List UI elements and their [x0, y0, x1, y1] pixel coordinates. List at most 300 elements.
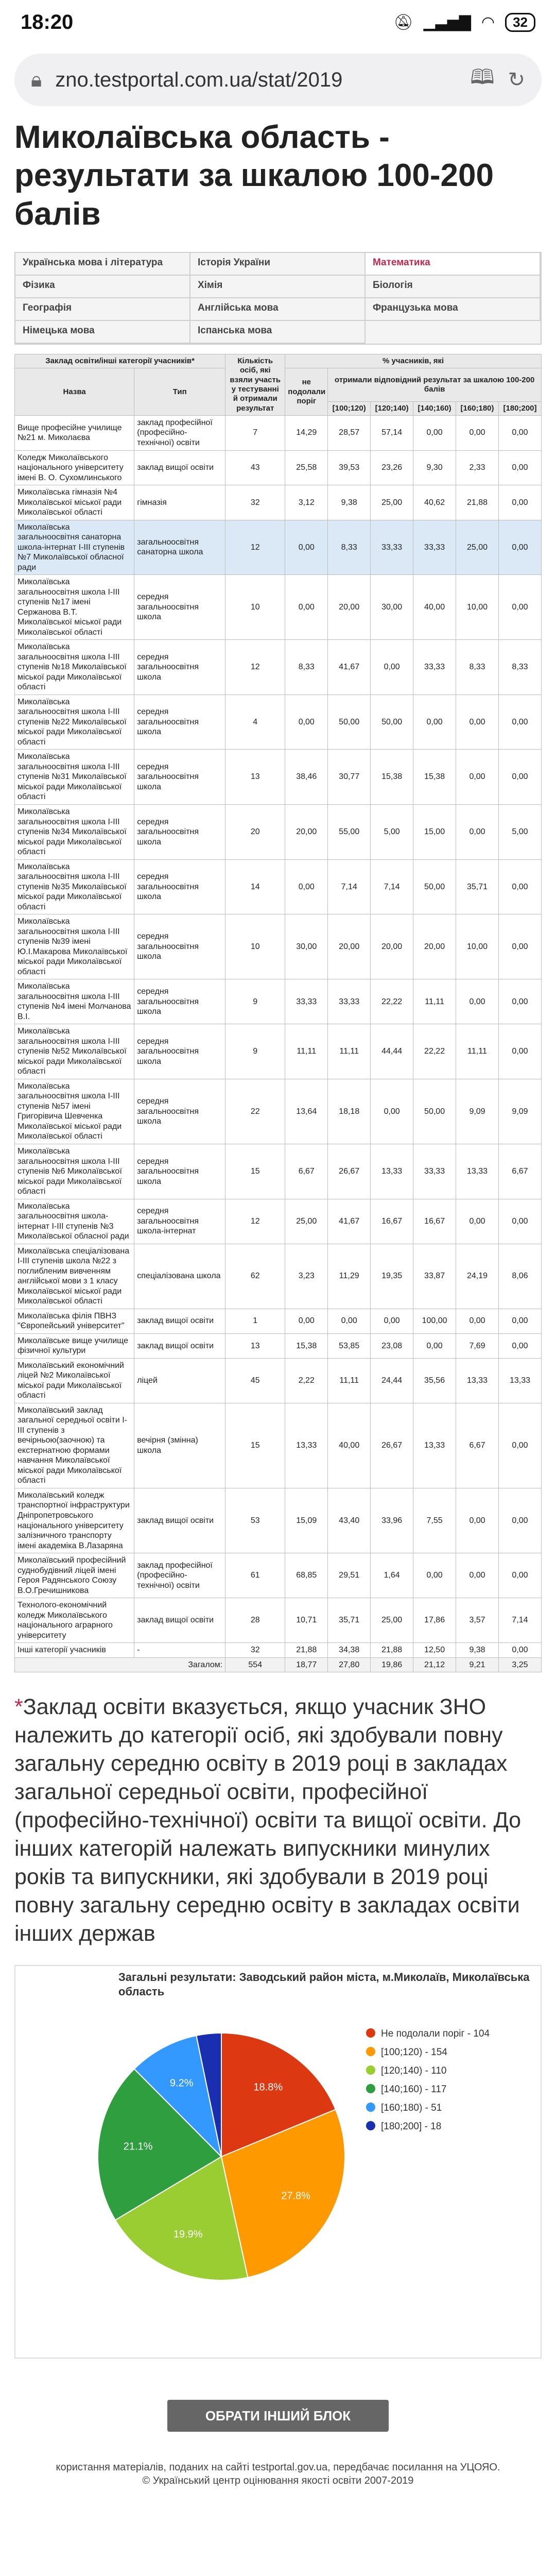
table-row: [15, 694, 542, 750]
cell-band-3: 0,00: [413, 1553, 456, 1598]
tab-subject[interactable]: Біологія: [366, 276, 541, 298]
cell-band-5: 0,00: [498, 415, 541, 450]
cell-band-4: 9,09: [456, 1079, 499, 1144]
cell-band-4: 7,69: [456, 1333, 499, 1358]
cell-band-3: 13,33: [413, 1403, 456, 1488]
table-row: [15, 1333, 542, 1358]
cell-band-1: 11,29: [328, 1244, 371, 1309]
cell-band-3: 100,00: [413, 1309, 456, 1333]
cell-band-4: 24,19: [456, 1244, 499, 1309]
cell-band-5: 0,00: [498, 450, 541, 485]
cell-name: Миколаївський заклад загальної середньої освіти І-ІІІ ступенів з вечірньою(заочною) та екстернатною формами навчання Миколаївської міської ради Миколаївської області: [15, 1403, 134, 1488]
table-row: [15, 1024, 542, 1079]
cell-band-2: 5,00: [371, 805, 413, 860]
legend-label[interactable]: [100;120) - 154: [381, 2046, 447, 2058]
cell-band-1: 29,51: [328, 1553, 371, 1598]
page-title: Миколаївська область - результати за шкалою 100-200 балів: [14, 120, 494, 232]
cell-type: середня загальноосвітня школа: [134, 750, 225, 805]
cell-fail: 68,85: [285, 1553, 328, 1598]
table-row: [15, 520, 542, 575]
cell-band-5: 0,00: [498, 859, 541, 914]
cell-band-2: 15,38: [371, 750, 413, 805]
cell-name: Миколаївська філія ПВНЗ "Європейський університет": [15, 1309, 134, 1333]
cell-band-2: 44,44: [371, 1024, 413, 1079]
cell-count: 61: [225, 1553, 285, 1598]
legend-swatch: [366, 2065, 375, 2075]
cell-band-4: 9,38: [456, 1643, 499, 1658]
cell-band-4: 6,67: [456, 1403, 499, 1488]
clock: 18:20: [21, 10, 74, 33]
cell-band-4: 8,33: [456, 640, 499, 695]
cell-fail: 30,00: [285, 914, 328, 979]
cell-fail: 21,88: [285, 1643, 328, 1658]
cell-name: Миколаївська загальноосвітня школа-інтернат І-ІІІ ступенів №3 Миколаївської обласної ради: [15, 1199, 134, 1244]
table-row: [15, 1199, 542, 1244]
table-row: [15, 485, 542, 520]
cell-band-2: 0,00: [371, 640, 413, 695]
cell-band-4: 0,00: [456, 1553, 499, 1598]
cell-band-2: 57,14: [371, 415, 413, 450]
cell-band-1: 26,67: [328, 1144, 371, 1199]
tab-subject[interactable]: Англійська мова: [190, 298, 366, 321]
cell-type: -: [134, 1643, 225, 1658]
footer-line-2: © Український центр оцінювання якості освіти 2007-2019: [142, 2475, 414, 2486]
cell-fail: 11,11: [285, 1024, 328, 1079]
cell-fail: 0,00: [285, 575, 328, 640]
cell-name: Миколаївське вище училище фізичної культури: [15, 1333, 134, 1358]
cell-band-4: 0,00: [456, 1199, 499, 1244]
cell-band-3: 40,00: [413, 575, 456, 640]
header-fail: не подолали поріг: [285, 368, 328, 415]
cell-fail: 6,67: [285, 1144, 328, 1199]
cell-type: загальноосвітня санаторна школа: [134, 520, 225, 575]
cell-name: Вище професійне училище №21 м. Миколаєва: [15, 415, 134, 450]
cell-band-1: 7,14: [328, 859, 371, 914]
pie-slice-label: 9.2%: [169, 2077, 194, 2089]
cell-fail: 10,71: [285, 1598, 328, 1643]
cell-name: Миколаївська загальноосвітня школа І-ІІІ ступенів №18 Миколаївської міської ради Миколаївської області: [15, 640, 134, 695]
cell-band-5: 0,00: [498, 979, 541, 1024]
cell-fail: 3,12: [285, 485, 328, 520]
pie-chart: [15, 2002, 541, 2352]
cell-band-1: 41,67: [328, 640, 371, 695]
header-band-5: [180;200]: [498, 401, 541, 415]
address-bar[interactable]: [14, 54, 542, 106]
status-bar: [0, 0, 556, 44]
cell-band-5: 0,00: [498, 1309, 541, 1333]
header-name: Назва: [15, 368, 134, 415]
cell-band-5: 5,00: [498, 805, 541, 860]
cell-name: Коледж Миколаївського національного університету імені В. О. Сухомлинського: [15, 450, 134, 485]
cell-band-2: 33,33: [371, 520, 413, 575]
cell-band-2: 21,88: [371, 1643, 413, 1658]
cell-fail: 2,22: [285, 1358, 328, 1403]
legend-label[interactable]: [140;160) - 117: [381, 2083, 447, 2095]
cell-type: спеціалізована школа: [134, 1244, 225, 1309]
legend-label[interactable]: Не подолали поріг - 104: [381, 2028, 490, 2039]
table-row: [15, 1358, 542, 1403]
footnote: [14, 1693, 542, 1948]
table-row: [15, 1079, 542, 1144]
cell-count: 14: [225, 859, 285, 914]
cell-band-2: 16,67: [371, 1199, 413, 1244]
cell-band-2: 25,00: [371, 485, 413, 520]
cell-band-5: 0,00: [498, 1199, 541, 1244]
footnote-star: *: [14, 1694, 23, 1720]
total-row: [15, 1657, 542, 1672]
table-row: [15, 914, 542, 979]
header-band-3: [140;160): [413, 401, 456, 415]
cell-band-3: 50,00: [413, 1079, 456, 1144]
cell-band-2: 20,00: [371, 914, 413, 979]
chart-panel: [14, 1965, 542, 2359]
cell-band-1: 9,38: [328, 485, 371, 520]
cell-band-2: 22,22: [371, 979, 413, 1024]
header-band-4: [160;180): [456, 401, 499, 415]
header-band-1: [100;120): [328, 401, 371, 415]
cell-type: середня загальноосвітня школа: [134, 979, 225, 1024]
cell-type: ліцей: [134, 1358, 225, 1403]
cell-fail: 8,33: [285, 640, 328, 695]
header-type: Тип: [134, 368, 225, 415]
cell-band-2: 0,00: [371, 1309, 413, 1333]
cell-band-5: 0,00: [498, 1553, 541, 1598]
table-row: [15, 415, 542, 450]
cell-band-1: 53,85: [328, 1333, 371, 1358]
reload-icon[interactable]: ↻: [508, 69, 525, 91]
cell-band-5: 8,06: [498, 1244, 541, 1309]
legend-swatch: [366, 2121, 375, 2130]
table-row: [15, 450, 542, 485]
results-table: [14, 354, 542, 1672]
cell-band-5: 0,00: [498, 1333, 541, 1358]
cell-band-2: 13,33: [371, 1144, 413, 1199]
cell-band-3: 15,00: [413, 805, 456, 860]
legend-swatch: [366, 2103, 375, 2112]
cell-band-1: 20,00: [328, 575, 371, 640]
cell-count: 12: [225, 640, 285, 695]
footer-line-1: користання матеріалів, поданих на сайті testportal.gov.ua, передбачає посилання на УЦОЯО.: [56, 2461, 500, 2473]
cell-band-2: 7,14: [371, 859, 413, 914]
cell-fail: 3,23: [285, 1244, 328, 1309]
cell-type: середня загальноосвітня школа: [134, 805, 225, 860]
cell-type: середня загальноосвітня школа-інтернат: [134, 1199, 225, 1244]
cell-band-4: 21,88: [456, 485, 499, 520]
cell-band-5: 0,00: [498, 1643, 541, 1658]
cell-band-4: 13,33: [456, 1358, 499, 1403]
tab-subject[interactable]: Німецька мова: [15, 321, 190, 344]
cell-band-1: 35,71: [328, 1598, 371, 1643]
cell-band-4: 2,33: [456, 450, 499, 485]
cell-band-2: 33,96: [371, 1488, 413, 1553]
cell-band-5: 0,00: [498, 575, 541, 640]
cell-count: 10: [225, 914, 285, 979]
cell-band-5: 9,09: [498, 1079, 541, 1144]
table-row: [15, 859, 542, 914]
cell-band-2: 26,67: [371, 1403, 413, 1488]
cell-band-3: 12,50: [413, 1643, 456, 1658]
cell-count: 22: [225, 1079, 285, 1144]
cell-type: середня загальноосвітня школа: [134, 640, 225, 695]
legend-label[interactable]: [160;180) - 51: [381, 2102, 442, 2113]
cell-type: заклад вищої освіти: [134, 450, 225, 485]
cell-name: Миколаївська загальноосвітня школа І-ІІІ ступенів №4 імені Молчанова В.І.: [15, 979, 134, 1024]
lock-icon[interactable]: 🔒︎: [31, 68, 42, 91]
total-band-3: 21,12: [413, 1657, 456, 1672]
cell-band-2: 19,35: [371, 1244, 413, 1309]
mute-icon: 🔕︎: [393, 13, 413, 31]
total-band-2: 19,86: [371, 1657, 413, 1672]
cell-name: Миколаївська загальноосвітня школа І-ІІІ ступенів №6 Миколаївської міської ради Миколаївської області: [15, 1144, 134, 1199]
cell-band-3: 20,00: [413, 914, 456, 979]
cell-band-5: 8,33: [498, 640, 541, 695]
cell-band-3: 16,67: [413, 1199, 456, 1244]
table-row: [15, 1144, 542, 1199]
subject-tabs: [14, 252, 542, 345]
results-table-wrap: [14, 354, 542, 1672]
cell-band-5: 0,00: [498, 1024, 541, 1079]
cell-type: середня загальноосвітня школа: [134, 575, 225, 640]
tab-subject[interactable]: Хімія: [190, 276, 366, 298]
cell-band-3: 17,86: [413, 1598, 456, 1643]
table-row: [15, 750, 542, 805]
cell-fail: 38,46: [285, 750, 328, 805]
total-band-1: 27,80: [328, 1657, 371, 1672]
cell-name: Технолого-економічний коледж Миколаївського національного аграрного університету: [15, 1598, 134, 1643]
tab-subject[interactable]: Іспанська мова: [190, 321, 366, 344]
cell-band-4: 0,00: [456, 694, 499, 750]
reader-mode-icon[interactable]: 🕮︎: [470, 66, 495, 89]
cell-band-4: 3,57: [456, 1598, 499, 1643]
tab-subject[interactable]: Математика: [366, 253, 541, 276]
total-band-4: 9,21: [456, 1657, 499, 1672]
table-row: [15, 1488, 542, 1553]
cell-band-1: 39,53: [328, 450, 371, 485]
cell-fail: 25,00: [285, 1199, 328, 1244]
wifi-icon: ◠: [481, 13, 495, 31]
cell-name: Миколаївський економічний ліцей №2 Миколаївської міської ради Миколаївської області: [15, 1358, 134, 1403]
cell-band-5: 7,14: [498, 1598, 541, 1643]
cell-count: 20: [225, 805, 285, 860]
header-got: отримали відповідний результат за шкалою 100-200 балів: [328, 368, 542, 401]
cell-name: Миколаївська загальноосвітня школа І-ІІІ ступенів №22 Миколаївської міської ради Миколаївської області: [15, 694, 134, 750]
legend-swatch: [366, 2047, 375, 2056]
cell-name: Миколаївська спеціалізована І-ІІІ ступенів школа №22 з поглибленим вивченням англійської мови з 1 класу Миколаївської міської ради Миколаївської області: [15, 1244, 134, 1309]
table-row: [15, 1309, 542, 1333]
cell-band-3: 33,33: [413, 1144, 456, 1199]
cell-band-5: 6,67: [498, 1144, 541, 1199]
cell-type: гімназія: [134, 485, 225, 520]
header-band-2: [120;140): [371, 401, 413, 415]
cell-count: 15: [225, 1403, 285, 1488]
tab-subject[interactable]: Французька мова: [366, 298, 541, 321]
cell-band-3: 15,38: [413, 750, 456, 805]
cell-band-4: 0,00: [456, 805, 499, 860]
cell-name: Миколаївська загальноосвітня санаторна школа-інтернат І-ІІІ ступенів №7 Миколаївської обласної ради: [15, 520, 134, 575]
footer: [0, 2461, 556, 2487]
cell-count: 45: [225, 1358, 285, 1403]
table-row: [15, 805, 542, 860]
cell-band-1: 33,33: [328, 979, 371, 1024]
cell-band-1: 50,00: [328, 694, 371, 750]
cell-fail: 25,58: [285, 450, 328, 485]
cell-count: 43: [225, 450, 285, 485]
cell-band-3: 22,22: [413, 1024, 456, 1079]
cell-band-2: 0,00: [371, 1079, 413, 1144]
cell-band-2: 23,08: [371, 1333, 413, 1358]
cell-band-1: 40,00: [328, 1403, 371, 1488]
cell-count: 4: [225, 694, 285, 750]
cell-count: 53: [225, 1488, 285, 1553]
legend-label[interactable]: [120;140) - 110: [381, 2065, 447, 2076]
tab-subject[interactable]: Історія України: [190, 253, 366, 276]
cell-band-5: 0,00: [498, 694, 541, 750]
pie-slice-label: 18.8%: [253, 2081, 283, 2093]
cell-band-3: 0,00: [413, 415, 456, 450]
pie-slice-label: 19.9%: [173, 2228, 203, 2240]
cell-name: Миколаївська загальноосвітня школа І-ІІІ ступенів №34 Миколаївської міської ради Миколаївської області: [15, 805, 134, 860]
cell-type: заклад вищої освіти: [134, 1488, 225, 1553]
total-count: 554: [225, 1657, 285, 1672]
cell-band-1: 30,77: [328, 750, 371, 805]
total-label: Загалом:: [15, 1657, 225, 1672]
cell-band-5: 0,00: [498, 1403, 541, 1488]
cell-band-4: 0,00: [456, 415, 499, 450]
cell-type: середня загальноосвітня школа: [134, 1144, 225, 1199]
cell-band-1: 34,38: [328, 1643, 371, 1658]
cell-type: заклад професійної (професійно-технічної) освіти: [134, 1553, 225, 1598]
cell-count: 15: [225, 1144, 285, 1199]
url-text[interactable]: zno.testportal.com.ua/stat/2019: [55, 68, 343, 91]
cell-fail: 14,29: [285, 415, 328, 450]
cell-band-3: 33,33: [413, 640, 456, 695]
footnote-text: Заклад освіти вказується, якщо учасник ЗНО належить до категорії осіб, які здобували повну загальну середню освіту в 2019 році в закладах загальної середньої освіти, професійної (професійно-технічної) освіти та вищої освіти. До інших категорій належать випускники минулих років та випускники, які здобували в 2019 році повну загальну середню освіту в закладах освіти інших держав: [14, 1694, 522, 1946]
cell-band-4: 0,00: [456, 979, 499, 1024]
tab-subject[interactable]: Географія: [15, 298, 190, 321]
header-count: Кількість осіб, які взяли участь у тестуванні й отримали результат: [225, 354, 285, 416]
cell-fail: 0,00: [285, 694, 328, 750]
chart-title: Загальні результати: Заводський район міста, м.Миколаїв, Миколаївська область: [118, 1970, 530, 1998]
cell-fail: 0,00: [285, 1309, 328, 1333]
cell-band-1: 11,11: [328, 1024, 371, 1079]
legend-label[interactable]: [180;200] - 18: [381, 2121, 442, 2132]
cell-name: Миколаївський професійний суднобудівний ліцей імені Героя Радянського Союзу В.О.Гречишникова: [15, 1553, 134, 1598]
header-institution: Заклад освіти/інші категорії учасників*: [15, 354, 225, 368]
cell-count: 32: [225, 1643, 285, 1658]
cell-band-1: 28,57: [328, 415, 371, 450]
cell-band-2: 25,00: [371, 1598, 413, 1643]
cell-count: 12: [225, 520, 285, 575]
cell-fail: 13,64: [285, 1079, 328, 1144]
cell-band-5: 0,00: [498, 1488, 541, 1553]
cell-count: 32: [225, 485, 285, 520]
cell-band-4: 25,00: [456, 520, 499, 575]
cell-band-5: 0,00: [498, 914, 541, 979]
table-row: [15, 640, 542, 695]
cell-fail: 15,09: [285, 1488, 328, 1553]
header-percent: % учасників, які: [285, 354, 542, 368]
cell-band-4: 0,00: [456, 1488, 499, 1553]
cell-count: 7: [225, 415, 285, 450]
cell-band-4: 11,11: [456, 1024, 499, 1079]
cell-band-5: 0,00: [498, 520, 541, 575]
tab-subject[interactable]: Фізика: [15, 276, 190, 298]
cell-band-2: 50,00: [371, 694, 413, 750]
cell-band-1: 43,40: [328, 1488, 371, 1553]
cell-count: 13: [225, 1333, 285, 1358]
address-bar-wrap: [0, 44, 556, 118]
cell-fail: 0,00: [285, 859, 328, 914]
table-row: [15, 1643, 542, 1658]
cell-band-3: 9,30: [413, 450, 456, 485]
cell-band-1: 41,67: [328, 1199, 371, 1244]
cell-band-4: 10,00: [456, 914, 499, 979]
cell-type: вечірня (змінна) школа: [134, 1403, 225, 1488]
pie-slice-label: 21.1%: [123, 2141, 153, 2153]
results-table-body: [15, 415, 542, 1657]
cell-band-1: 0,00: [328, 1309, 371, 1333]
cell-band-3: 0,00: [413, 694, 456, 750]
cell-fail: 33,33: [285, 979, 328, 1024]
cell-name: Миколаївська загальноосвітня школа І-ІІІ ступенів №17 імені Сержанова В.Т. Миколаївської міської ради Миколаївської області: [15, 575, 134, 640]
cell-band-3: 33,87: [413, 1244, 456, 1309]
table-row: [15, 1598, 542, 1643]
legend-swatch: [366, 2084, 375, 2093]
total-fail: 18,77: [285, 1657, 328, 1672]
cell-band-3: 11,11: [413, 979, 456, 1024]
cell-band-2: 30,00: [371, 575, 413, 640]
cell-band-3: 0,00: [413, 1333, 456, 1358]
cell-count: 1: [225, 1309, 285, 1333]
cell-count: 9: [225, 979, 285, 1024]
cell-band-3: 33,33: [413, 520, 456, 575]
cell-band-4: 13,33: [456, 1144, 499, 1199]
cell-name: Миколаївська загальноосвітня школа І-ІІІ ступенів №52 Миколаївської міської ради Миколаївської області: [15, 1024, 134, 1079]
cell-count: 12: [225, 1199, 285, 1244]
cell-name: Миколаївська загальноосвітня школа І-ІІІ ступенів №39 імені Ю.І.Макарова Миколаївської міської ради Миколаївської області: [15, 914, 134, 979]
cell-name: Миколаївська загальноосвітня школа І-ІІІ ступенів №35 Миколаївської міської ради Миколаївської області: [15, 859, 134, 914]
cell-fail: 20,00: [285, 805, 328, 860]
table-row: [15, 1553, 542, 1598]
cell-count: 13: [225, 750, 285, 805]
battery-icon: 32: [505, 13, 535, 32]
button-wrap: [0, 2400, 556, 2432]
legend-swatch: [366, 2028, 375, 2038]
cell-type: заклад професійної (професійно-технічної) освіти: [134, 415, 225, 450]
tab-subject[interactable]: Українська мова і література: [15, 253, 190, 276]
cell-band-3: 35,56: [413, 1358, 456, 1403]
cell-name: Інші категорії учасників: [15, 1643, 134, 1658]
cell-band-2: 24,44: [371, 1358, 413, 1403]
status-icons: [394, 13, 536, 32]
cell-type: середня загальноосвітня школа: [134, 914, 225, 979]
cell-name: Миколаївський коледж транспортної інфраструктури Дніпропетровського національного університету залізничного транспорту імені академіка В.Лазаряна: [15, 1488, 134, 1553]
cell-type: середня загальноосвітня школа: [134, 694, 225, 750]
table-row: [15, 979, 542, 1024]
cell-band-2: 23,26: [371, 450, 413, 485]
choose-block-button[interactable]: ОБРАТИ ІНШИЙ БЛОК: [167, 2400, 389, 2432]
cell-name: Миколаївська загальноосвітня школа І-ІІІ ступенів №57 імені Григорівича Шевченка Миколаївської міської ради Миколаївської області: [15, 1079, 134, 1144]
cell-band-1: 20,00: [328, 914, 371, 979]
cell-count: 9: [225, 1024, 285, 1079]
cell-band-4: 0,00: [456, 1309, 499, 1333]
cell-band-3: 40,62: [413, 485, 456, 520]
cell-band-1: 8,33: [328, 520, 371, 575]
cell-type: заклад вищої освіти: [134, 1333, 225, 1358]
cell-count: 10: [225, 575, 285, 640]
signal-icon: ▁▃▅▇: [423, 13, 471, 31]
cell-band-1: 55,00: [328, 805, 371, 860]
